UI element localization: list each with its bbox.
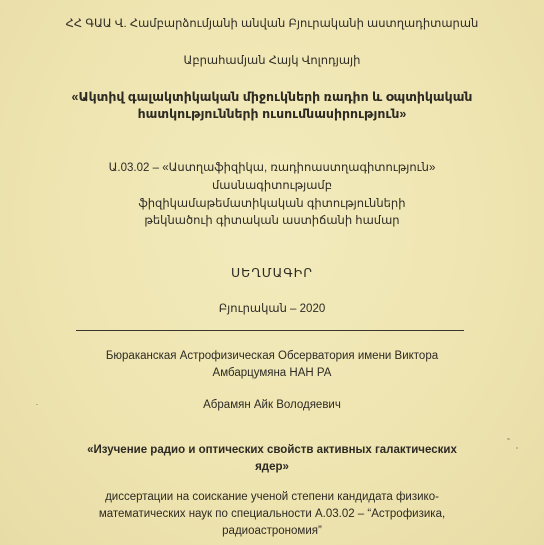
armenian-author: Աբրահամյան Հայկ Վոլոդյայի (183, 55, 361, 67)
russian-institution-line-1: Бюраканская Астрофизическая Обсерватория имени Виктора (105, 350, 439, 362)
paper-speck (516, 447, 518, 449)
armenian-title-line-2: հատկությունների ուսումնասիրություն» (137, 107, 407, 121)
armenian-specialty-line-1: Ա.03.02 – «Աստղաֆիզիկա, ռադիոաստղագիտություն» (108, 162, 436, 174)
russian-institution-line-2: Амбарцумяна НАН РА (212, 367, 332, 379)
armenian-specialty-line-4: թեկնածուի գիտական աստիճանի համար (144, 215, 400, 227)
russian-dissertation-line-1: диссертации на соискание ученой степени кандидата физико- (105, 491, 439, 503)
armenian-specialty-line-3: ֆիզիկամաթեմատիկական գիտությունների (138, 198, 406, 210)
armenian-institution: ՀՀ ԳԱԱ Վ. Համբարձումյանի անվան Բյուրականի աստղադիտարան (65, 18, 479, 30)
section-divider (76, 330, 464, 331)
russian-dissertation-line-2: математических наук по специальности А.03.02 – “Астрофизика, (98, 508, 446, 520)
russian-dissertation-line-3: радиоастрономия” (222, 525, 322, 537)
paper-speck (36, 404, 38, 405)
russian-title-line-2: ядер» (255, 461, 289, 473)
armenian-document-type: ՍԵՂՄԱԳԻՐ (231, 266, 313, 280)
paper-speck (507, 438, 510, 440)
armenian-title-line-1: «Ակտիվ գալակտիկական միջուկների ռադիո և օպտիկական (71, 90, 473, 104)
russian-author: Абрамян Айк Володяевич (203, 399, 341, 411)
russian-title-line-1: «Изучение радио и оптических свойств активных галактических (87, 444, 457, 456)
armenian-specialty-line-2: մասնագիտությամբ (212, 180, 332, 192)
armenian-place-year: Բյուրական – 2020 (218, 303, 326, 315)
